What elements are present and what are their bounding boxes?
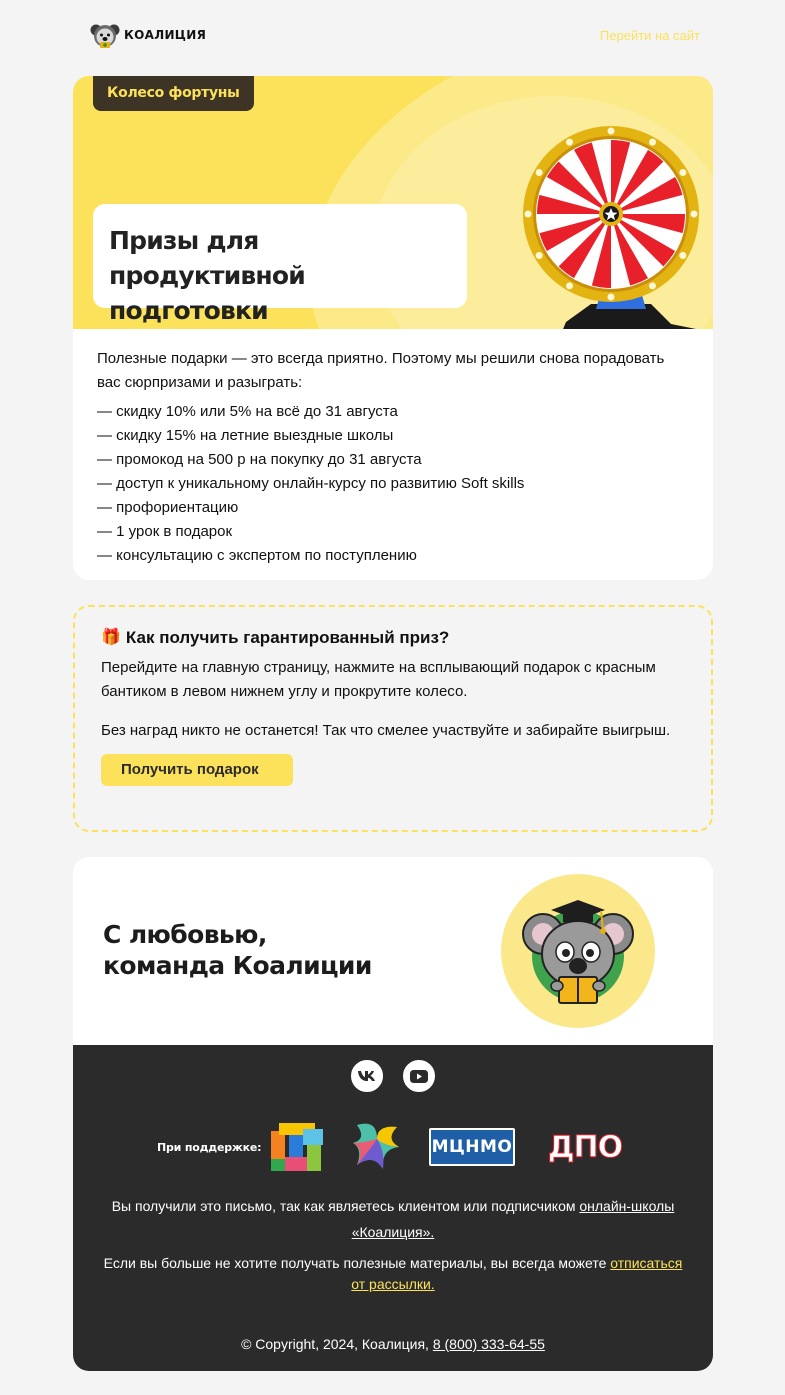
logo-text: КОАЛИЦИЯ — [124, 28, 207, 42]
prizes-body — [73, 329, 713, 568]
prize-item: — 1 урок в подарок — [97, 523, 233, 540]
prize-item: — скидку 10% или 5% на всё до 31 августа — [97, 403, 398, 420]
get-gift-button[interactable]: Получить подарок — [101, 754, 293, 786]
phone-link[interactable]: 8 (800) 333-64-55 — [432, 1336, 545, 1352]
unsubscribe-notice-text: Если вы больше не хотите получать полезные материалы, вы всегда можете — [103, 1255, 611, 1271]
support-partners — [157, 1121, 631, 1173]
koala-mascot-icon — [501, 874, 655, 1028]
gift-icon: 🎁 — [101, 629, 121, 646]
email-footer — [73, 1045, 713, 1371]
howto-title-text: Как получить гарантированный приз? — [125, 628, 450, 647]
partner-logo-blocks-icon[interactable] — [269, 1121, 325, 1173]
signoff-text — [103, 919, 372, 981]
prize-item: — скидку 15% на летние выездные школы — [97, 427, 394, 444]
fortune-wheel-icon — [521, 124, 713, 329]
prize-list — [97, 400, 689, 568]
hero-title-line1: Призы для продуктивной — [109, 226, 305, 290]
copyright — [103, 1334, 683, 1354]
signoff-section — [73, 857, 713, 1045]
support-label: При поддержке: — [157, 1140, 262, 1154]
school-link[interactable]: онлайн-школы «Коалиция». — [351, 1198, 675, 1240]
hero-title-box — [93, 204, 467, 325]
social-links — [73, 1060, 713, 1092]
partner-mcnmo-text: МЦНМО — [431, 1137, 513, 1157]
partner-dpo-text: ДПО — [547, 1129, 623, 1165]
prize-item: — доступ к уникальному онлайн-курсу по развитию Soft skills — [97, 475, 525, 492]
howto-text-1: Перейдите на главную страницу, нажмите на всплывающий подарок с красным бантиком в левом нижнем углу и прокрутите колесо. — [101, 659, 656, 700]
prize-item: — консультацию с экспертом по поступлению — [97, 547, 417, 564]
vk-icon[interactable] — [351, 1060, 383, 1092]
hero-title-line2: подготовки — [109, 296, 268, 325]
prizes-card — [73, 76, 713, 580]
youtube-icon[interactable] — [403, 1060, 435, 1092]
howto-title — [101, 627, 685, 649]
subscription-notice — [103, 1193, 683, 1245]
unsubscribe-link[interactable]: отписаться от рассылки. — [351, 1255, 683, 1292]
email-header — [90, 18, 700, 54]
go-to-site-link[interactable]: Перейти на сайт — [599, 28, 700, 43]
hero-title — [109, 223, 451, 328]
unsubscribe-notice — [103, 1253, 683, 1295]
koala-logo-icon — [90, 20, 120, 50]
prize-item: — промокод на 500 р на покупку до 31 августа — [97, 451, 422, 468]
partner-logo-star-icon[interactable] — [349, 1121, 405, 1173]
signoff-line2: команда Коалиции — [103, 951, 372, 980]
howto-text-2: Без наград никто не останется! Так что смелее участвуйте и забирайте выигрыш. — [101, 722, 671, 739]
intro-text: Полезные подарки — это всегда приятно. Поэтому мы решили снова порадовать вас сюрпризами и разыграть: — [97, 350, 665, 391]
partner-logo-dpo[interactable] — [539, 1128, 631, 1166]
howto-card — [73, 605, 713, 832]
partner-logo-mcnmo[interactable] — [429, 1128, 515, 1166]
prize-item: — профориентацию — [97, 499, 239, 516]
subscription-notice-text: Вы получили это письмо, так как являетесь клиентом или подписчиком — [111, 1198, 580, 1214]
signoff-card — [73, 857, 713, 1371]
signoff-line1: С любовью, — [103, 920, 267, 949]
logo[interactable] — [90, 20, 206, 50]
category-tag: Колесо фортуны — [93, 76, 254, 111]
copyright-text: © Copyright, 2024, Коалиция, — [241, 1336, 433, 1352]
hero-banner — [73, 76, 713, 329]
